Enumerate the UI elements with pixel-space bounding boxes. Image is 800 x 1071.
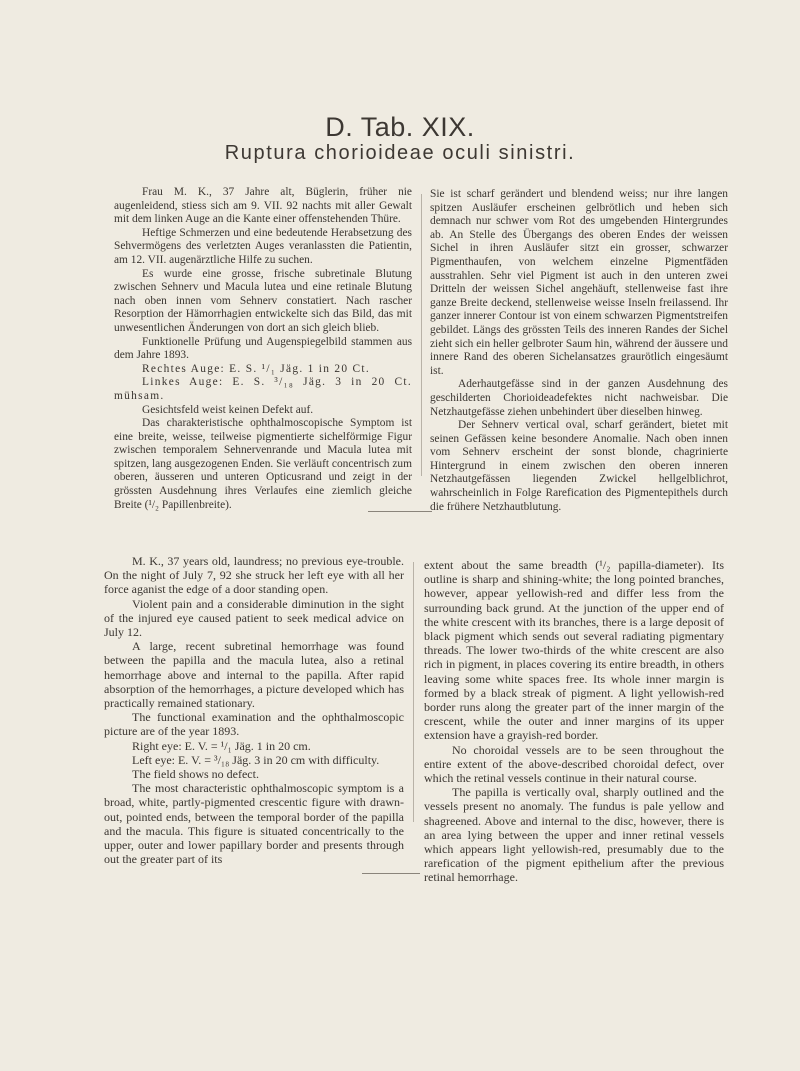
german-left-column [114,186,412,512]
column-divider [421,194,422,476]
paragraph: The most characteristic ophthalmoscopic symptom is a broad, white, partly-pigmented crescentic figure with drawn-out, pointed ends, between the temporal border of the papilla and the macula. This figure is situated concentrically to the upper, outer and lower papillary border and presents through out the greater part of its [104,781,404,867]
right-eye-line: Rechtes Auge: E. S. ¹/₁ Jäg. 1 in 20 Ct. [142,362,371,375]
paragraph: Gesichtsfeld weist keinen Defekt auf. [142,403,314,416]
paragraph: Es wurde eine grosse, frische subretinale Blutung zwischen Sehnerv und Macula lutea und eine retinale Blutung nach oben innen vom Sehnerv constatiert. Nach rascher Resorption der Hämorrhagien entwickelte sich das Bild, das mit unwesentlichen Änderungen von dort an sich gleich blieb. [114,267,412,334]
section-separator [362,873,420,874]
paragraph: The field shows no defect. [132,767,259,782]
section-separator [368,511,432,512]
paragraph: Sie ist scharf gerändert und blendend weiss; nur ihre langen spitzen Ausläufer erscheinen gelbrötlich und heben sich demnach nur schwer vom Rot des umgebenden Hintergrundes ab. An Stelle des Übergangs des oberen Endes der weissen Sichel in ihren Ausläufer sitzt ein grosser, schwarzer Pigmenthaufen, von welchem einzelne Pigmentfäden ausstrahlen. Sehr viel Pigment ist auch in den unteren zwei Dritteln der weissen Sichel angehäuft, stellenweise fast ihre ganze Breite deckend, stellenweise weisse Inseln freilassend. Ihr ganzer innerer Contour ist von einem schwarzen Pigmentstreifen gebildet. Längs des grössten Teils des inneren Randes der Sichel zieht sich ein heller gelbroter Saum hin, während der äussere und innere Rand des oberen Sichelansatzes graurötlich eingesäumt ist. [430,188,728,377]
paragraph: A large, recent subretinal hemorrhage was found between the papilla and the macula lutea, also a retinal hemorrhage above and internal to the papilla. After rapid absorption of the hemorrhages, a picture developed which has practically remained stationary. [104,639,404,711]
english-right-column [424,558,724,885]
left-eye-line: Linkes Auge: E. S. ³/₁₈ Jäg. 3 in 20 Ct. mühsam. [114,376,412,402]
paragraph: Das charakteristische ophthalmoscopische Symptom ist eine breite, weisse, teilweise pigmentierte sichelförmige Figur zwischen temporalem Sehnervenrande und Macula lutea mit spitzen, lang ausgezogenen Enden. Sie verläuft concentrisch zum oberen, äusseren und unteren Opticusrand und zeigt in der grössten Ausdehnung ihres Verlaufes eine ziemlich gleiche Breite (¹/₂ Papillenbreite). [114,417,412,511]
plate-title: D. Tab. XIX. [325,112,475,142]
german-right-column [430,188,728,514]
right-eye-line: Right eye: E. V. = ¹/₁ Jäg. 1 in 20 cm. [132,738,311,753]
paragraph: Funktionelle Prüfung und Augenspiegelbild stammen aus dem Jahre 1893. [114,335,412,362]
paragraph: The papilla is vertically oval, sharply outlined and the vessels present no anomaly. The fundus is pale yellow and shagreened. Above and internal to the disc, however, there is an area lying between the upper and inner retinal vessels which appears light yellowish-red, presumably due to the rarefication of the pigment epithelium after the previous retinal hemorrhage. [424,785,724,885]
paragraph: Heftige Schmerzen und eine bedeutende Herabsetzung des Sehvermögens des verletzten Auges veranlassten die Patientin, am 12. VII. augenärztliche Hilfe zu suchen. [114,226,412,266]
paragraph: The functional examination and the ophthalmoscopic picture are of the year 1893. [104,710,404,739]
paragraph: Aderhautgefässe sind in der ganzen Ausdehnung des geschilderten Chorioideadefektes nicht nachweisbar. Die Netzhautgefässe ziehen unbehindert über dieselben hinweg. [430,378,728,418]
paragraph: Frau M. K., 37 Jahre alt, Büglerin, früher nie augenleidend, stiess sich am 9. VII. 92 nachts mit aller Gewalt mit dem linken Auge an die Kante einer offenstehenden Thüre. [114,186,412,226]
paragraph: No choroidal vessels are to be seen throughout the entire extent of the above-described choroidal defect, over which the retinal vessels continue in their natural course. [424,742,724,786]
paragraph: M. K., 37 years old, laundress; no previous eye-trouble. On the night of July 7, 92 she struck her left eye with all her force aganist the edge of a door standing open. [104,554,404,597]
column-divider [413,562,414,822]
paragraph: Der Sehnerv vertical oval, scharf gerändert, bietet mit seinen Gefässen keine besondere Anomalie. Nach oben innen vom Sehnerv erscheint der sonst blonde, chagrinierte Hintergrund in einem zwischen den oberen inneren Netzhautgefässen liegenden Zwickel hellgelblichrot, wahrscheinlich in Folge Rarefication des Pigmentepithels durch die frühere Netzhautblutung. [430,419,728,513]
left-eye-line: Left eye: E. V. = ³/₁₈ Jäg. 3 in 20 cm with difficulty. [132,752,380,767]
paragraph: extent about the same breadth (¹/₂ papilla-diameter). Its outline is sharp and shining-white; the long pointed branches, however, appear yellowish-red and differ less from the surrounding back grund. At the junction of the upper end of the white crescent with its branches, there is a large deposit of black pigment which sends out several radiating pigmentary threads. The lower two-thirds of the white crescent are also rich in pigment, in places covering its entire breadth, in others leaving some white spaces free. Its whole inner margin is formed by a black streak of pigment. A light yellowish-red border runs along the greater part of the inner margin of the crescent, while the outer and inner margins of its upper extension have a grayish-red border. [424,558,724,743]
plate-subtitle: Ruptura chorioideae oculi sinistri. [224,142,576,164]
english-left-column [104,554,404,866]
paragraph: Violent pain and a considerable diminution in the sight of the injured eye caused patient to seek medical advice on July 12. [104,596,404,640]
